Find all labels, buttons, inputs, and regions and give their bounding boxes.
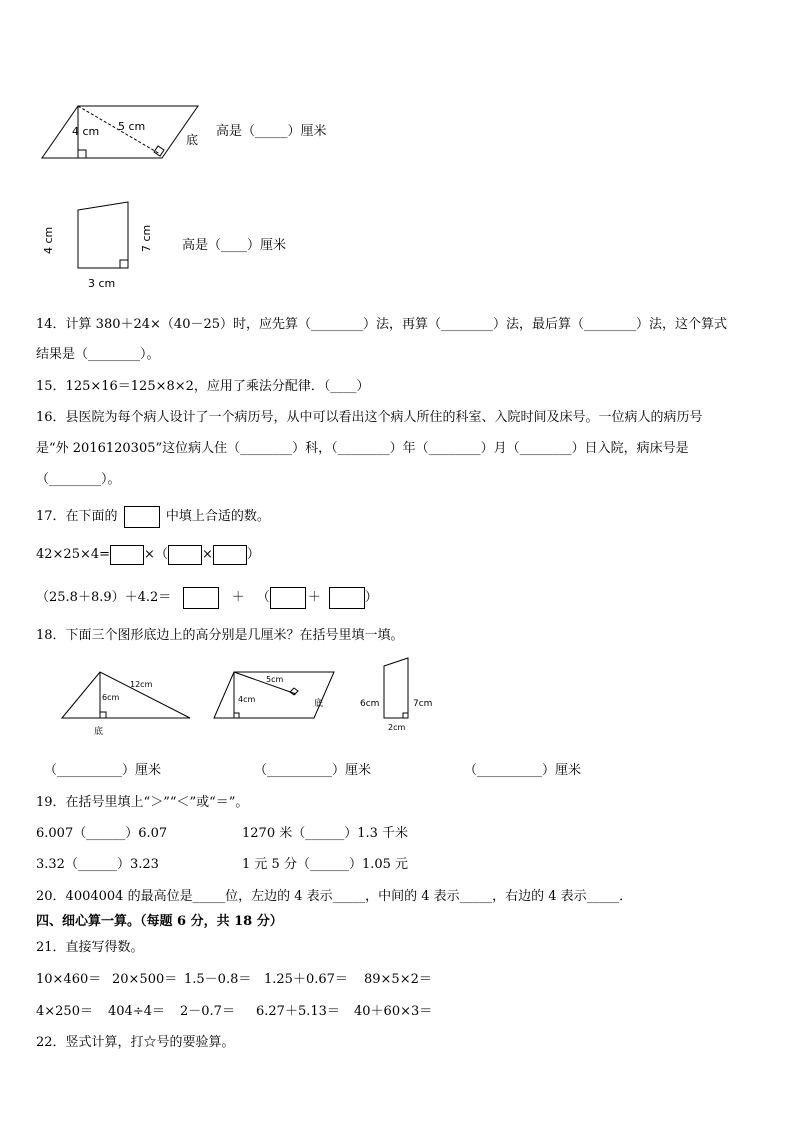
trapezoid-figure-small [356,652,446,738]
answer-box[interactable] [183,587,219,609]
right-side-label: 7 cm [140,224,153,252]
answer-box[interactable] [213,545,247,565]
answer-box[interactable] [110,545,144,565]
left-label: 6cm [360,699,380,709]
right-label: 7cm [413,699,433,709]
row2-open: （ [256,590,270,605]
q21-title: 21．直接写得数。 [36,940,144,955]
q19-item-1: 6.007（______）6.07 [36,826,168,841]
q18-title: 18．下面三个图形底边上的高分别是几厘米？在括号里填一填。 [36,628,404,643]
base-label: 底 [186,133,199,147]
q21-row2-item: 6.27＋5.13＝ [256,1004,340,1019]
q19-item-3: 3.32（______）3.23 [36,857,159,872]
q14-line2: 结果是（________）。 [36,347,160,362]
q17-row1 [36,543,260,565]
parallelogram-figure-small [210,668,340,740]
q18-answer-2: （__________）厘米 [254,763,372,778]
trapezoid-answer: 高是（____）厘米 [182,238,287,253]
q14-line1: 14．计算 380＋24×（40－25）时，应先算（________）法，再算（________）法，最后算（________）法，这个算式 [36,317,728,332]
parallelogram-answer: 高是（_____）厘米 [216,124,327,139]
q21-row1-item: 10×460＝ [36,972,102,987]
row1-times: ×（ [144,547,168,562]
q21-row1-item: 20×500＝ [112,972,178,987]
q19-title: 19．在括号里填上“＞”“＜”或“＝”。 [36,795,249,810]
side-label: 4 cm [72,125,100,138]
q17-title [36,505,270,528]
answer-box[interactable] [329,587,365,609]
q21-row2-item: 40＋60×3＝ [354,1004,433,1019]
row1-expression: 42×25×4= [36,547,111,562]
row2-plus: ＋ [231,590,245,605]
left-side-label: 4 cm [42,226,55,254]
trapezoid-figure [40,198,160,293]
q18-answer-1: （__________）厘米 [44,763,162,778]
q19-item-2: 1270 米（______）1.3 千米 [242,826,409,841]
diagonal-label: 5 cm [118,120,146,133]
bottom-label: 3 cm [88,277,116,290]
triangle-figure [56,668,206,740]
q21-row1-item: 1.25＋0.67＝ [264,972,348,987]
base-label: 底 [314,699,324,709]
answer-box[interactable] [270,587,306,609]
diagonal-label: 5cm [266,675,284,684]
parallelogram-figure [36,100,216,166]
row2-expression: （25.8＋8.9）＋4.2＝ [36,590,172,605]
q18-answer-3: （__________）厘米 [464,763,582,778]
bottom-label: 2cm [388,723,406,732]
q19-item-4: 1 元 5 分（______）1.05 元 [242,857,409,872]
q15-text: 15．125×16＝125×8×2，应用了乘法分配律．（____） [36,379,370,394]
example-box [124,506,160,528]
height-label: 6cm [102,693,120,702]
q17-suffix: 中填上合适的数。 [165,509,270,524]
q21-row1-item: 1.5－0.8＝ [184,972,252,987]
q21-row2-item: 404÷4＝ [108,1004,165,1019]
row2-close: ） [364,590,378,605]
q16-line2: 是“外 2016120305”这位病人住（________）科，（________）年（________）月（________）日入院，病床号是 [36,441,689,456]
hypotenuse-label: 12cm [130,680,153,689]
row1-close: ） [246,547,260,562]
height-label: 4cm [238,695,256,704]
q21-row2-item: 4×250＝ [36,1004,93,1019]
q21-row2-item: 2－0.7＝ [180,1004,235,1019]
q22-text: 22．竖式计算，打☆号的要验算。 [36,1035,235,1050]
base-label: 底 [94,727,104,737]
q20-text: 20．4004004 的最高位是_____位，左边的 4 表示_____，中间的 4 表示_____，右边的 4 表示_____． [36,889,633,904]
q17-prefix: 17．在下面的 [36,509,118,524]
row2-inner-plus: ＋ [307,590,321,605]
q16-line1: 16．县医院为每个病人设计了一个病历号，从中可以看出这个病人所住的科室、入院时间及床号。一位病人的病历号 [36,410,703,425]
q16-line3: （________）。 [36,472,121,487]
q21-row1-item: 89×5×2＝ [364,972,432,987]
row1-mid: × [201,547,213,562]
section-heading: 四、细心算一算。（每题 6 分，共 18 分） [36,914,283,929]
answer-box[interactable] [168,545,202,565]
q17-row2 [36,586,378,609]
